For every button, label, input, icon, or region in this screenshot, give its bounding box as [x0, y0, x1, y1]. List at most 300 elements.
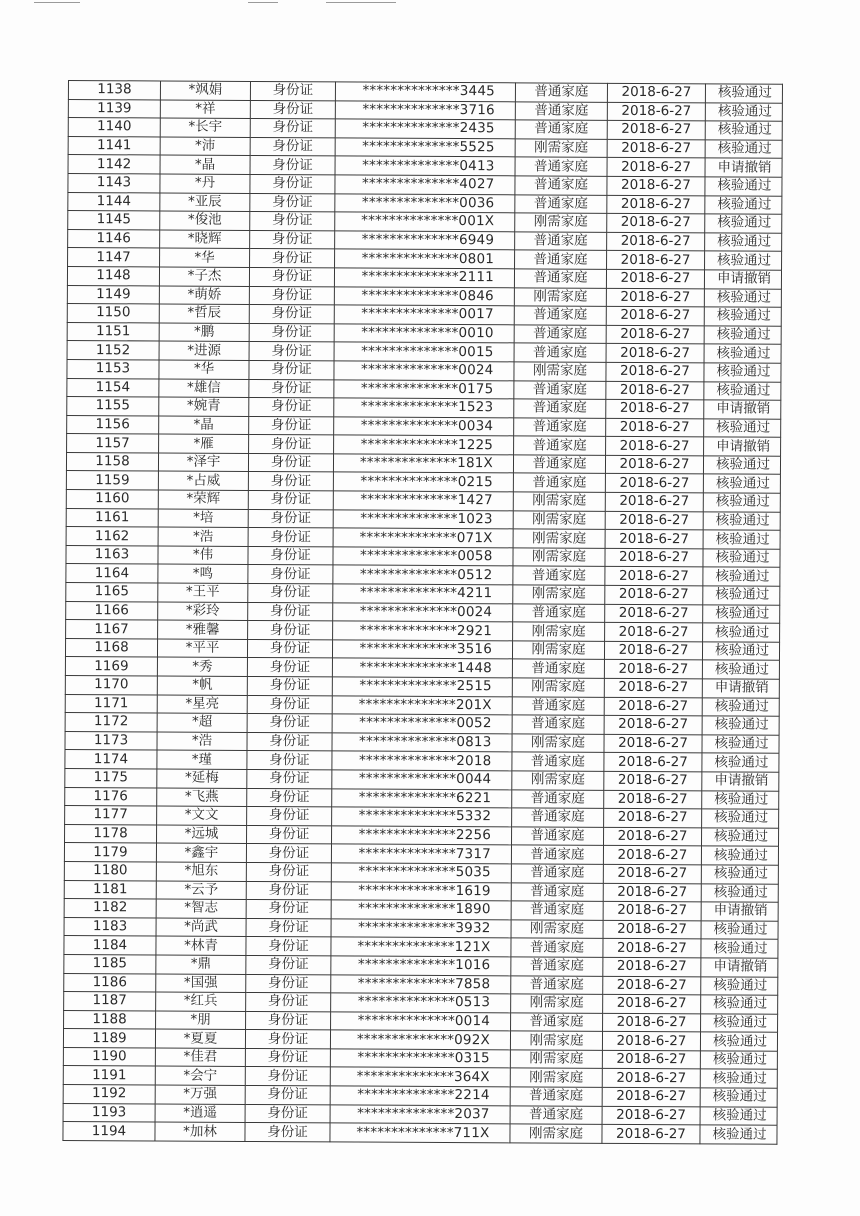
serial-number-cell: 1150 [67, 304, 159, 323]
household-type-cell: 普通家庭 [512, 789, 604, 808]
serial-number-cell: 1154 [67, 378, 159, 397]
date-cell: 2018-6-27 [606, 288, 704, 307]
serial-number-cell: 1174 [65, 750, 157, 769]
date-cell: 2018-6-27 [605, 604, 703, 623]
serial-number-cell: 1153 [67, 359, 159, 378]
serial-number-cell: 1157 [67, 434, 159, 453]
document-type-cell: 身份证 [245, 1086, 330, 1105]
date-cell: 2018-6-27 [605, 455, 703, 474]
household-type-cell: 普通家庭 [513, 455, 605, 474]
household-type-cell: 普通家庭 [510, 1105, 602, 1124]
status-cell: 申请撤销 [704, 270, 781, 289]
household-type-cell: 刚需家庭 [512, 641, 604, 660]
date-cell: 2018-6-27 [604, 660, 702, 679]
applicant-name-cell: *鹏 [159, 323, 249, 342]
document-type-cell: 身份证 [247, 639, 332, 658]
serial-number-cell: 1163 [66, 545, 158, 564]
applicant-name-cell: *雅馨 [158, 620, 248, 639]
date-cell: 2018-6-27 [603, 957, 701, 976]
status-cell: 核验通过 [702, 642, 779, 661]
applicant-name-cell: *雁 [159, 434, 249, 453]
id-number-cell: **************0017 [334, 305, 514, 325]
document-type-cell: 身份证 [246, 881, 331, 900]
status-cell: 核验通过 [703, 493, 780, 512]
status-cell: 核验通过 [705, 102, 782, 121]
serial-number-cell: 1180 [64, 861, 156, 880]
document-type-cell: 身份证 [249, 416, 334, 435]
date-cell: 2018-6-27 [604, 716, 702, 735]
document-type-cell: 身份证 [247, 751, 332, 770]
document-type-cell: 身份证 [249, 379, 334, 398]
serial-number-cell: 1188 [64, 1010, 156, 1029]
status-cell: 核验通过 [704, 419, 781, 438]
household-type-cell: 普通家庭 [514, 269, 606, 288]
date-cell: 2018-6-27 [607, 121, 705, 140]
status-cell: 申请撤销 [705, 158, 782, 177]
status-cell: 核验通过 [704, 288, 781, 307]
date-cell: 2018-6-27 [606, 418, 704, 437]
id-number-cell: **************0024 [334, 361, 514, 381]
id-number-cell: **************0315 [330, 1049, 510, 1069]
status-cell: 核验通过 [701, 865, 778, 884]
serial-number-cell: 1147 [68, 248, 160, 267]
date-cell: 2018-6-27 [605, 530, 703, 549]
status-cell: 核验通过 [700, 1106, 777, 1125]
household-type-cell: 普通家庭 [511, 957, 603, 976]
household-type-cell: 刚需家庭 [515, 213, 607, 232]
document-type-cell: 身份证 [248, 546, 333, 565]
applicant-name-cell: *祥 [160, 100, 250, 119]
household-type-cell: 普通家庭 [515, 83, 607, 102]
serial-number-cell: 1144 [68, 192, 160, 211]
id-number-cell: **************1448 [332, 658, 512, 678]
date-cell: 2018-6-27 [602, 1032, 700, 1051]
serial-number-cell: 1183 [64, 917, 156, 936]
id-number-cell: **************5525 [335, 138, 515, 158]
applicant-name-cell: *晓辉 [160, 230, 250, 249]
date-cell: 2018-6-27 [605, 474, 703, 493]
document-type-cell: 身份证 [247, 714, 332, 733]
document-type-cell: 身份证 [250, 81, 335, 100]
status-cell: 核验通过 [701, 976, 778, 995]
applicant-name-cell: *尚武 [156, 918, 246, 937]
status-cell: 核验通过 [702, 790, 779, 809]
household-type-cell: 刚需家庭 [511, 994, 603, 1013]
status-cell: 申请撤销 [702, 679, 779, 698]
id-number-cell: **************0044 [332, 770, 512, 790]
id-number-cell: **************4211 [333, 584, 513, 604]
household-type-cell: 普通家庭 [512, 752, 604, 771]
status-cell: 核验通过 [700, 1032, 777, 1051]
id-number-cell: **************0175 [334, 379, 514, 399]
status-cell: 核验通过 [702, 809, 779, 828]
applicant-name-cell: *夏夏 [155, 1029, 245, 1048]
date-cell: 2018-6-27 [605, 548, 703, 567]
serial-number-cell: 1168 [65, 638, 157, 657]
id-number-cell: **************7858 [331, 974, 511, 994]
applicant-name-cell: *王平 [158, 583, 248, 602]
applicant-name-cell: *哲辰 [159, 304, 249, 323]
serial-number-cell: 1155 [67, 397, 159, 416]
status-cell: 核验通过 [705, 121, 782, 140]
date-cell: 2018-6-27 [606, 381, 704, 400]
document-type-cell: 身份证 [245, 1030, 330, 1049]
document-type-cell: 身份证 [246, 844, 331, 863]
id-number-cell: **************0034 [334, 417, 514, 437]
applicant-name-cell: *俊池 [160, 211, 250, 230]
serial-number-cell: 1142 [68, 155, 160, 174]
document-type-cell: 身份证 [247, 658, 332, 677]
household-type-cell: 普通家庭 [511, 975, 603, 994]
applicant-name-cell: *智志 [156, 899, 246, 918]
document-type-cell: 身份证 [245, 1048, 330, 1067]
applicant-name-cell: *进源 [159, 341, 249, 360]
household-type-cell: 刚需家庭 [513, 510, 605, 529]
date-cell: 2018-6-27 [605, 585, 703, 604]
document-type-cell: 身份证 [247, 676, 332, 695]
id-number-cell: **************0058 [333, 547, 513, 567]
applicant-name-cell: *华 [159, 360, 249, 379]
status-cell: 核验通过 [703, 511, 780, 530]
applicant-name-cell: *亚辰 [160, 193, 250, 212]
applicant-name-cell: *浩 [157, 732, 247, 751]
applicant-name-cell: *晶 [159, 416, 249, 435]
applicant-name-cell: *超 [157, 713, 247, 732]
household-type-cell: 普通家庭 [511, 938, 603, 957]
household-type-cell: 普通家庭 [514, 306, 606, 325]
serial-number-cell: 1184 [64, 936, 156, 955]
serial-number-cell: 1190 [63, 1047, 155, 1066]
status-cell: 核验通过 [703, 456, 780, 475]
serial-number-cell: 1176 [65, 787, 157, 806]
applicant-name-cell: *萌娇 [159, 286, 249, 305]
date-cell: 2018-6-27 [604, 697, 702, 716]
household-type-cell: 刚需家庭 [510, 1124, 602, 1143]
status-cell: 核验通过 [701, 995, 778, 1014]
status-cell: 核验通过 [705, 233, 782, 252]
date-cell: 2018-6-27 [607, 83, 705, 102]
date-cell: 2018-6-27 [606, 325, 704, 344]
date-cell: 2018-6-27 [604, 753, 702, 772]
applicant-name-cell: *秀 [157, 657, 247, 676]
serial-number-cell: 1179 [64, 843, 156, 862]
id-number-cell: **************2256 [332, 826, 512, 846]
date-cell: 2018-6-27 [604, 808, 702, 827]
status-cell: 核验通过 [703, 530, 780, 549]
date-cell: 2018-6-27 [604, 678, 702, 697]
status-cell: 申请撤销 [704, 400, 781, 419]
serial-number-cell: 1151 [67, 322, 159, 341]
document-type-cell: 身份证 [248, 621, 333, 640]
date-cell: 2018-6-27 [602, 1087, 700, 1106]
applicant-name-cell: *平平 [157, 639, 247, 658]
id-number-cell: **************3932 [331, 919, 511, 939]
household-type-cell: 刚需家庭 [514, 362, 606, 381]
document-type-cell: 身份证 [248, 528, 333, 547]
status-cell: 核验通过 [700, 1125, 777, 1144]
applicant-name-cell: *长宇 [160, 118, 250, 137]
household-type-cell: 普通家庭 [511, 1013, 603, 1032]
id-number-cell: **************2515 [332, 677, 512, 697]
date-cell: 2018-6-27 [603, 939, 701, 958]
id-number-cell: **************3516 [332, 640, 512, 660]
document-type-cell: 身份证 [247, 825, 332, 844]
serial-number-cell: 1160 [66, 490, 158, 509]
household-type-cell: 普通家庭 [512, 715, 604, 734]
date-cell: 2018-6-27 [606, 269, 704, 288]
applicant-name-cell: *鑫宇 [156, 843, 246, 862]
serial-number-cell: 1181 [64, 880, 156, 899]
document-type-cell: 身份证 [249, 286, 334, 305]
date-cell: 2018-6-27 [607, 251, 705, 270]
household-type-cell: 普通家庭 [510, 1087, 602, 1106]
id-number-cell: **************2111 [334, 268, 514, 288]
date-cell: 2018-6-27 [605, 492, 703, 511]
id-number-cell: **************5332 [332, 807, 512, 827]
id-number-cell: **************2037 [330, 1105, 510, 1125]
applicant-name-cell: *文文 [157, 806, 247, 825]
id-number-cell: **************0846 [334, 286, 514, 306]
applicant-name-cell: *伟 [158, 546, 248, 565]
applicant-name-cell: *红兵 [156, 992, 246, 1011]
date-cell: 2018-6-27 [606, 362, 704, 381]
scan-artifact-mark [248, 2, 278, 3]
document-type-cell: 身份证 [247, 732, 332, 751]
household-type-cell: 普通家庭 [515, 176, 607, 195]
household-type-cell: 普通家庭 [514, 325, 606, 344]
id-number-cell: **************4027 [335, 175, 515, 195]
date-cell: 2018-6-27 [602, 1069, 700, 1088]
status-cell: 核验通过 [704, 326, 781, 345]
id-number-cell: **************1023 [333, 510, 513, 530]
date-cell: 2018-6-27 [603, 864, 701, 883]
date-cell: 2018-6-27 [603, 883, 701, 902]
document-type-cell: 身份证 [250, 174, 335, 193]
id-number-cell: **************181X [333, 454, 513, 474]
household-type-cell: 刚需家庭 [513, 622, 605, 641]
applicant-name-cell: *荣辉 [158, 490, 248, 509]
status-cell: 核验通过 [701, 828, 778, 847]
document-type-cell: 身份证 [249, 305, 334, 324]
household-type-cell: 普通家庭 [514, 418, 606, 437]
document-type-cell: 身份证 [248, 602, 333, 621]
date-cell: 2018-6-27 [607, 139, 705, 158]
household-type-cell: 刚需家庭 [513, 548, 605, 567]
household-type-cell: 普通家庭 [515, 232, 607, 251]
applicant-name-cell: *国强 [156, 973, 246, 992]
status-cell: 核验通过 [703, 623, 780, 642]
id-number-cell: **************2214 [330, 1086, 510, 1106]
document-type-cell: 身份证 [250, 156, 335, 175]
document-type-cell: 身份证 [247, 788, 332, 807]
status-cell: 核验通过 [702, 716, 779, 735]
household-type-cell: 刚需家庭 [512, 734, 604, 753]
id-number-cell: **************0014 [331, 1012, 511, 1032]
id-number-cell: **************2018 [332, 751, 512, 771]
serial-number-cell: 1161 [66, 508, 158, 527]
applicant-name-cell: *子杰 [159, 267, 249, 286]
applicant-name-cell: *占威 [158, 471, 248, 490]
serial-number-cell: 1170 [65, 675, 157, 694]
applicant-name-cell: *晶 [160, 155, 250, 174]
document-type-cell: 身份证 [250, 193, 335, 212]
status-cell: 核验通过 [702, 660, 779, 679]
applicant-name-cell: *婉青 [159, 397, 249, 416]
applicant-name-cell: *远城 [157, 825, 247, 844]
serial-number-cell: 1189 [63, 1029, 155, 1048]
date-cell: 2018-6-27 [607, 158, 705, 177]
household-type-cell: 普通家庭 [514, 380, 606, 399]
document-type-cell: 身份证 [245, 1104, 330, 1123]
applicant-name-cell: *加林 [155, 1122, 245, 1141]
household-type-cell: 普通家庭 [511, 864, 603, 883]
id-number-cell: **************6221 [332, 788, 512, 808]
applicant-name-cell: *林青 [156, 936, 246, 955]
id-number-cell: **************0512 [333, 565, 513, 585]
household-type-cell: 普通家庭 [511, 827, 603, 846]
date-cell: 2018-6-27 [606, 437, 704, 456]
status-cell: 核验通过 [700, 1051, 777, 1070]
household-type-cell: 刚需家庭 [510, 1031, 602, 1050]
applicant-name-cell: *雄信 [159, 378, 249, 397]
household-type-cell: 普通家庭 [511, 882, 603, 901]
household-type-cell: 刚需家庭 [510, 1068, 602, 1087]
household-type-cell: 普通家庭 [515, 194, 607, 213]
applicant-name-cell: *鸣 [158, 564, 248, 583]
serial-number-cell: 1178 [65, 824, 157, 843]
table-row [63, 1122, 777, 1144]
status-cell: 核验通过 [704, 363, 781, 382]
id-number-cell: **************0010 [334, 324, 514, 344]
document-type-cell: 身份证 [248, 565, 333, 584]
date-cell: 2018-6-27 [603, 846, 701, 865]
applicant-name-cell: *沛 [160, 137, 250, 156]
applicant-name-cell: *逍遥 [155, 1104, 245, 1123]
applicant-name-cell: *万强 [155, 1085, 245, 1104]
id-number-cell: **************1890 [331, 900, 511, 920]
id-number-cell: **************0036 [335, 193, 515, 213]
date-cell: 2018-6-27 [604, 641, 702, 660]
serial-number-cell: 1194 [63, 1122, 155, 1141]
id-number-cell: **************711X [330, 1123, 510, 1143]
document-type-cell: 身份证 [248, 509, 333, 528]
id-number-cell: **************364X [330, 1067, 510, 1087]
records-table-body [63, 81, 783, 1145]
document-type-cell: 身份证 [245, 1067, 330, 1086]
document-type-cell: 身份证 [249, 323, 334, 342]
applicant-name-cell: *培 [158, 509, 248, 528]
date-cell: 2018-6-27 [607, 176, 705, 195]
status-cell: 核验通过 [701, 1014, 778, 1033]
status-cell: 申请撤销 [701, 958, 778, 977]
id-number-cell: **************0513 [331, 993, 511, 1013]
serial-number-cell: 1145 [68, 211, 160, 230]
date-cell: 2018-6-27 [607, 213, 705, 232]
document-type-cell: 身份证 [250, 249, 335, 268]
applicant-name-cell: *朋 [156, 1011, 246, 1030]
serial-number-cell: 1167 [66, 620, 158, 639]
document-type-cell: 身份证 [250, 212, 335, 231]
date-cell: 2018-6-27 [602, 1125, 700, 1144]
serial-number-cell: 1177 [65, 806, 157, 825]
status-cell: 申请撤销 [701, 902, 778, 921]
serial-number-cell: 1173 [65, 731, 157, 750]
household-type-cell: 普通家庭 [512, 659, 604, 678]
applicant-name-cell: *华 [160, 248, 250, 267]
id-number-cell: **************0015 [334, 342, 514, 362]
status-cell: 核验通过 [704, 344, 781, 363]
id-number-cell: **************1225 [334, 435, 514, 455]
household-type-cell: 刚需家庭 [512, 678, 604, 697]
household-type-cell: 普通家庭 [515, 157, 607, 176]
household-type-cell: 刚需家庭 [513, 492, 605, 511]
scan-artifact-mark [326, 2, 396, 3]
document-type-cell: 身份证 [246, 1011, 331, 1030]
serial-number-cell: 1192 [63, 1085, 155, 1104]
id-number-cell: **************201X [332, 695, 512, 715]
document-type-cell: 身份证 [246, 900, 331, 919]
date-cell: 2018-6-27 [607, 195, 705, 214]
id-number-cell: **************2921 [333, 621, 513, 641]
records-table [62, 80, 783, 1145]
id-number-cell: **************3716 [335, 100, 515, 120]
status-cell: 核验通过 [705, 195, 782, 214]
serial-number-cell: 1159 [66, 471, 158, 490]
id-number-cell: **************0052 [332, 714, 512, 734]
status-cell: 核验通过 [704, 307, 781, 326]
document-type-cell: 身份证 [246, 862, 331, 881]
document-type-cell: 身份证 [248, 583, 333, 602]
date-cell: 2018-6-27 [603, 901, 701, 920]
household-type-cell: 普通家庭 [513, 473, 605, 492]
date-cell: 2018-6-27 [602, 1050, 700, 1069]
id-number-cell: **************121X [331, 937, 511, 957]
document-type-cell: 身份证 [250, 230, 335, 249]
serial-number-cell: 1156 [67, 415, 159, 434]
serial-number-cell: 1182 [64, 899, 156, 918]
household-type-cell: 普通家庭 [514, 343, 606, 362]
status-cell: 核验通过 [703, 549, 780, 568]
id-number-cell: **************092X [330, 1030, 510, 1050]
document-type-cell: 身份证 [249, 342, 334, 361]
status-cell: 核验通过 [705, 177, 782, 196]
date-cell: 2018-6-27 [602, 1106, 700, 1125]
status-cell: 核验通过 [703, 567, 780, 586]
applicant-name-cell: *丹 [160, 174, 250, 193]
applicant-name-cell: *延梅 [157, 769, 247, 788]
date-cell: 2018-6-27 [604, 790, 702, 809]
date-cell: 2018-6-27 [605, 511, 703, 530]
status-cell: 核验通过 [702, 697, 779, 716]
applicant-name-cell: *旭东 [156, 862, 246, 881]
household-type-cell: 普通家庭 [512, 808, 604, 827]
applicant-name-cell: *泽宇 [158, 453, 248, 472]
serial-number-cell: 1187 [64, 992, 156, 1011]
date-cell: 2018-6-27 [607, 232, 705, 251]
document-type-cell: 身份证 [245, 1123, 330, 1142]
document-type-cell: 身份证 [248, 472, 333, 491]
date-cell: 2018-6-27 [603, 827, 701, 846]
status-cell: 申请撤销 [702, 772, 779, 791]
serial-number-cell: 1164 [66, 564, 158, 583]
document-type-cell: 身份证 [248, 453, 333, 472]
household-type-cell: 刚需家庭 [511, 920, 603, 939]
document-type-cell: 身份证 [249, 267, 334, 286]
serial-number-cell: 1172 [65, 713, 157, 732]
household-type-cell: 刚需家庭 [512, 771, 604, 790]
serial-number-cell: 1171 [65, 694, 157, 713]
status-cell: 申请撤销 [704, 437, 781, 456]
